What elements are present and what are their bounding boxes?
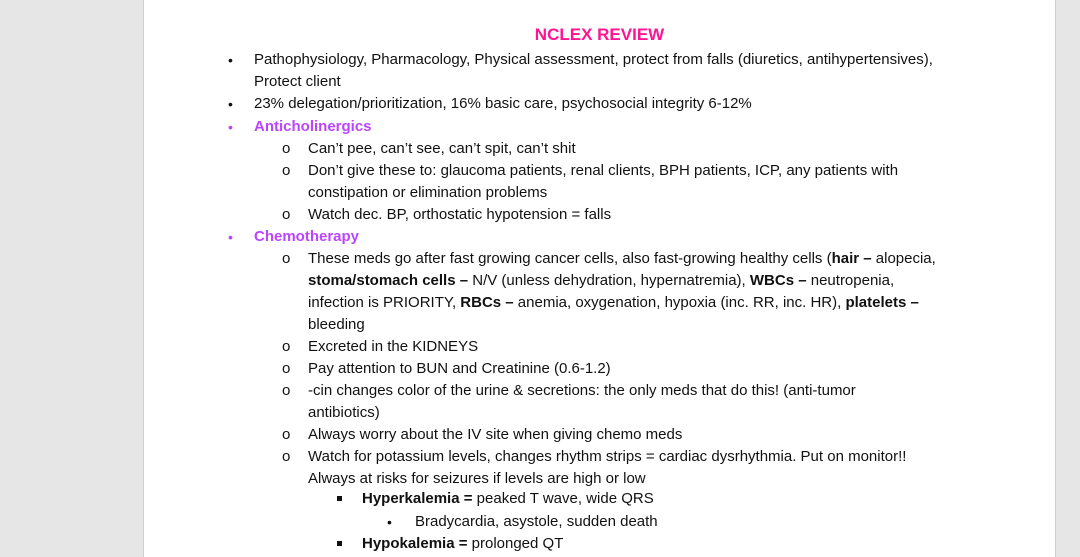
chemo-meds-line-1	[308, 248, 936, 270]
chemotherapy-heading: Chemotherapy	[254, 228, 360, 245]
chemo-iv: Always worry about the IV site when giving chemo meds	[308, 426, 683, 443]
chemo-meds-line-3	[308, 292, 919, 314]
circle-marker: o	[282, 360, 291, 377]
bold-run: hair –	[831, 250, 872, 267]
bold-run: Hypokalemia =	[362, 535, 468, 552]
bullet-marker: •	[228, 229, 233, 245]
circle-marker: o	[282, 162, 291, 179]
intro-line-1-cont: Protect client	[254, 73, 341, 90]
square-bullet-icon	[337, 541, 342, 546]
text-run: peaked T wave, wide QRS	[472, 490, 654, 507]
bold-run: Hyperkalemia =	[362, 490, 473, 507]
text-run: N/V (unless dehydration, hypernatremia),	[468, 272, 750, 289]
intro-line-1: Pathophysiology, Pharmacology, Physical assessment, protect from falls (diuretics, antihypertensives),	[254, 51, 933, 68]
chemo-cin-cont: antibiotics)	[308, 404, 380, 421]
circle-marker: o	[282, 338, 291, 355]
bullet-marker: •	[228, 96, 233, 112]
bold-run: WBCs –	[749, 272, 807, 289]
text-run: prolonged QT	[467, 535, 564, 552]
hyperkalemia-line	[362, 488, 654, 510]
anticholinergics-item: Watch dec. BP, orthostatic hypotension = falls	[308, 206, 612, 223]
circle-marker: o	[282, 250, 291, 267]
bold-run: stoma/stomach cells –	[308, 272, 469, 289]
anticholinergics-item-cont: constipation or elimination problems	[308, 184, 548, 201]
chemo-kidneys: Excreted in the KIDNEYS	[308, 338, 479, 355]
hypokalemia-line	[362, 533, 563, 555]
chemo-cin: -cin changes color of the urine & secretions: the only meds that do this! (anti-tumor	[308, 382, 856, 399]
chemo-meds-line-4: bleeding	[308, 316, 365, 333]
bold-run: RBCs –	[460, 294, 514, 311]
anticholinergics-heading: Anticholinergics	[254, 118, 372, 135]
bullet-marker: •	[228, 119, 233, 135]
anticholinergics-item: Don’t give these to: glaucoma patients, renal clients, BPH patients, ICP, any patients with	[308, 162, 899, 179]
bullet-marker: •	[387, 514, 392, 530]
chemo-potassium: Watch for potassium levels, changes rhythm strips = cardiac dysrhythmia. Put on monitor!!	[308, 448, 907, 465]
circle-marker: o	[282, 382, 291, 399]
bold-run: platelets –	[845, 294, 919, 311]
chemo-bun: Pay attention to BUN and Creatinine (0.6-1.2)	[308, 360, 611, 377]
anticholinergics-item: Can’t pee, can’t see, can’t spit, can’t shit	[308, 140, 576, 157]
text-run: These meds go after fast growing cancer cells, also fast-growing healthy cells (	[308, 250, 832, 267]
page-title: NCLEX REVIEW	[534, 25, 665, 44]
bullet-marker: •	[228, 52, 233, 68]
document-page	[143, 0, 1056, 557]
chemo-potassium-cont: Always at risks for seizures if levels are high or low	[308, 470, 646, 487]
square-bullet-icon	[337, 496, 342, 501]
circle-marker: o	[282, 426, 291, 443]
circle-marker: o	[282, 206, 291, 223]
text-run: alopecia,	[871, 250, 936, 267]
text-run: infection is PRIORITY,	[308, 294, 461, 311]
text-run: neutropenia,	[806, 272, 895, 289]
chemo-meds-line-2	[308, 270, 894, 292]
intro-line-2: 23% delegation/prioritization, 16% basic care, psychosocial integrity 6-12%	[254, 95, 752, 112]
hyperkalemia-sub: Bradycardia, asystole, sudden death	[415, 513, 658, 530]
circle-marker: o	[282, 140, 291, 157]
text-run: anemia, oxygenation, hypoxia (inc. RR, inc. HR),	[513, 294, 846, 311]
circle-marker: o	[282, 448, 291, 465]
